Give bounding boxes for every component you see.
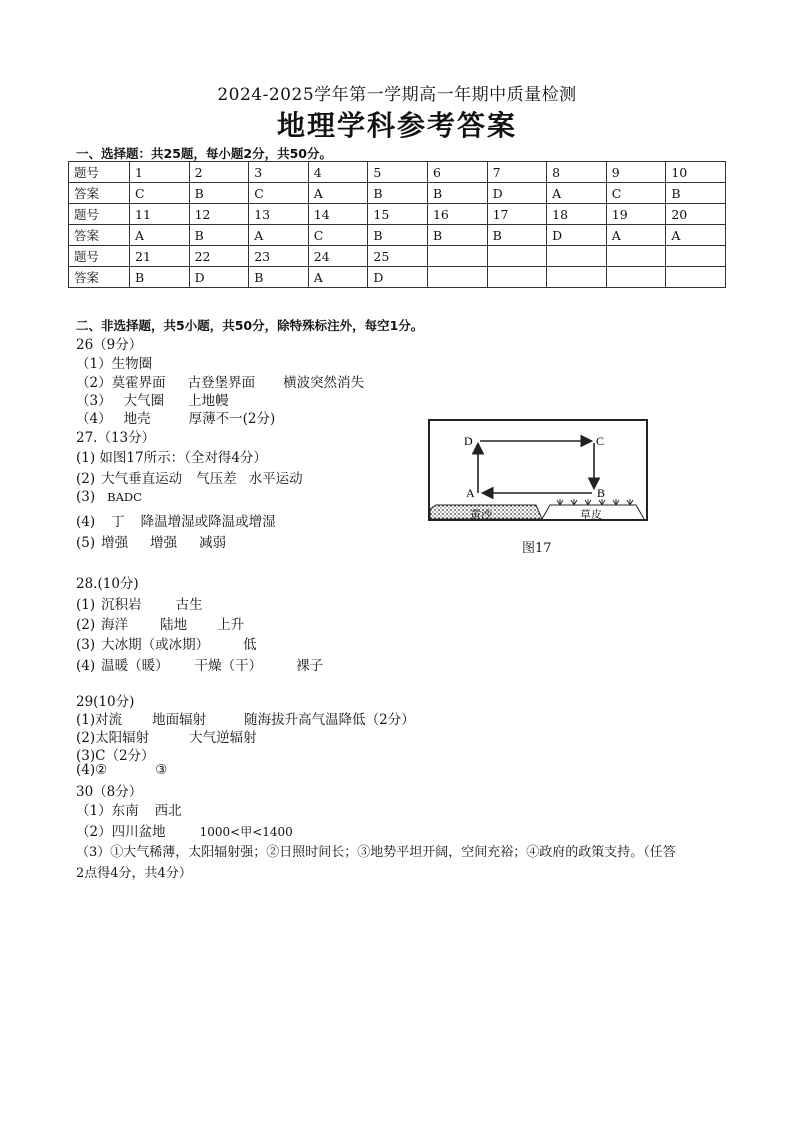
answer-cell <box>487 246 547 267</box>
q26-2-a: 莫霍界面 <box>111 375 166 391</box>
q27-3-num: (3) <box>76 489 96 505</box>
q30-2-num: （2） <box>76 824 112 840</box>
q30-1-num: （1） <box>76 803 112 819</box>
grass-tufts <box>557 499 633 505</box>
q27-4-num: (4) <box>76 514 96 530</box>
answer-cell <box>547 267 607 288</box>
q28-4-b: 干燥（干） <box>194 658 263 674</box>
q26-2-num: （2） <box>76 375 112 391</box>
q26-4-a: 地壳 <box>123 411 151 427</box>
q27-line-1: (1) 如图17所示：（全对得4分） <box>76 450 267 466</box>
answer-cell: 5 <box>368 162 428 183</box>
q28-1-a: 沉积岩 <box>101 597 142 613</box>
answer-cell: 2 <box>189 162 249 183</box>
answer-cell <box>547 246 607 267</box>
q28-line-2 <box>76 613 244 633</box>
point-a-label: A <box>466 486 475 500</box>
figure-17 <box>428 419 648 521</box>
answer-cell: D <box>368 267 428 288</box>
q26-title: 26（9分） <box>76 337 143 353</box>
answer-cell: 20 <box>666 204 726 225</box>
q29-2-b: 大气逆辐射 <box>189 730 257 746</box>
answer-table-row <box>69 246 726 267</box>
answer-cell: A <box>308 183 368 204</box>
answer-cell <box>666 267 726 288</box>
q30-2-a: 四川盆地 <box>111 824 166 840</box>
q27-3-a: BADC <box>107 490 142 504</box>
answer-cell: D <box>189 267 249 288</box>
q30-line-3-cont: 2点得4分，共4分） <box>76 866 192 881</box>
q30-2-b: 1000<甲<1400 <box>199 825 293 839</box>
answer-cell <box>606 246 666 267</box>
answer-cell: 23 <box>249 246 309 267</box>
answer-cell <box>427 246 487 267</box>
answer-table-row <box>69 162 726 183</box>
answer-cell: B <box>189 183 249 204</box>
answer-table-row <box>69 183 726 204</box>
q29-1-a: 对流 <box>95 712 123 728</box>
q28-2-c: 上升 <box>217 617 245 633</box>
answer-cell: B <box>368 225 428 246</box>
q26-4-b: 厚薄不一(2分) <box>188 411 276 427</box>
answer-cell: A <box>547 183 607 204</box>
q27-line-2 <box>76 467 303 487</box>
q28-line-4 <box>76 654 323 674</box>
answer-cell <box>487 267 547 288</box>
grass-label: 草皮 <box>580 509 602 519</box>
q28-3-num: (3) <box>76 637 96 653</box>
q28-line-3 <box>76 633 257 653</box>
q29-1-b: 地面辐射 <box>152 712 207 728</box>
q26-4-num: （4） <box>76 411 112 427</box>
answer-table <box>68 161 726 288</box>
answer-cell: B <box>427 183 487 204</box>
q28-2-a: 海洋 <box>101 617 129 633</box>
answer-cell: C <box>606 183 666 204</box>
q29-line-4 <box>76 762 167 778</box>
answer-cell <box>666 246 726 267</box>
answer-cell: 6 <box>427 162 487 183</box>
q30-line-3: （3）①大气稀薄，太阳辐射强；②日照时间长；③地势平坦开阔，空间充裕；④政府的政策支持。（任答 <box>76 845 676 860</box>
q26-3-a: 大气圈 <box>123 393 165 409</box>
answer-table-row <box>69 267 726 288</box>
answer-table-row <box>69 225 726 246</box>
answer-cell: A <box>308 267 368 288</box>
q30-line-2 <box>76 820 293 840</box>
answer-table-row <box>69 204 726 225</box>
q30-1-b: 西北 <box>154 803 182 819</box>
q26-line-2 <box>76 371 364 391</box>
answer-cell: C <box>249 183 309 204</box>
point-b-label: B <box>597 486 606 500</box>
answer-cell: D <box>547 225 607 246</box>
row-label: 题号 <box>69 204 130 225</box>
q29-2-num: (2) <box>76 730 96 746</box>
q29-title: 29(10分) <box>76 694 135 710</box>
answer-cell: A <box>606 225 666 246</box>
answer-cell: B <box>666 183 726 204</box>
q28-2-b: 陆地 <box>160 617 188 633</box>
q29-3-num: (3) <box>76 748 96 764</box>
q28-3-a: 大冰期（或冰期） <box>101 637 210 653</box>
q26-3-num: （3） <box>76 393 112 409</box>
q28-1-num: (1) <box>76 597 96 613</box>
answer-cell: 4 <box>308 162 368 183</box>
q27-5-num: (5) <box>76 535 96 551</box>
q27-line-4 <box>76 510 276 530</box>
q27-2-b: 气压差 <box>196 471 237 487</box>
answer-cell: 8 <box>547 162 607 183</box>
answer-cell: B <box>487 225 547 246</box>
part1-heading: 一、选择题：共25题，每小题2分，共50分。 <box>76 146 332 161</box>
q28-line-1 <box>76 593 203 613</box>
answer-cell: 9 <box>606 162 666 183</box>
answer-cell: 1 <box>130 162 190 183</box>
answer-cell: 12 <box>189 204 249 225</box>
answer-cell: 11 <box>130 204 190 225</box>
q27-2-c: 水平运动 <box>248 471 303 487</box>
q29-2-a: 太阳辐射 <box>95 730 150 746</box>
row-label: 答案 <box>69 267 130 288</box>
q30-1-a: 东南 <box>111 803 139 819</box>
answer-cell: C <box>130 183 190 204</box>
q26-1-a: 生物圈 <box>111 356 153 372</box>
answer-cell: 15 <box>368 204 428 225</box>
answer-cell: A <box>666 225 726 246</box>
answer-cell: C <box>308 225 368 246</box>
answer-cell: 10 <box>666 162 726 183</box>
q27-4-a: 丁 <box>111 514 125 530</box>
q27-2-a: 大气垂直运动 <box>101 471 183 487</box>
point-d-label: D <box>464 434 473 448</box>
q26-2-c: 横波突然消失 <box>283 375 365 391</box>
answer-cell: 7 <box>487 162 547 183</box>
answer-cell: 16 <box>427 204 487 225</box>
q27-line-3 <box>76 489 142 505</box>
answer-cell: A <box>249 225 309 246</box>
part2-heading: 二、非选择题，共5小题，共50分，除特殊标注外，每空1分。 <box>76 318 424 333</box>
q28-4-a: 温暖（暖） <box>101 658 169 674</box>
q26-1-num: （1） <box>76 356 112 372</box>
answer-cell: 21 <box>130 246 190 267</box>
q27-2-num: (2) <box>76 471 96 487</box>
answer-cell: 14 <box>308 204 368 225</box>
row-label: 题号 <box>69 162 130 183</box>
q27-4-b: 降温增湿或降温或增湿 <box>140 514 276 530</box>
q29-line-1 <box>76 708 415 728</box>
q28-2-num: (2) <box>76 617 96 633</box>
row-label: 答案 <box>69 183 130 204</box>
answer-cell: 13 <box>249 204 309 225</box>
q27-5-a: 增强 <box>101 535 129 551</box>
answer-cell: 24 <box>308 246 368 267</box>
answer-cell: 18 <box>547 204 607 225</box>
q26-line-3 <box>76 389 229 409</box>
answer-cell: D <box>487 183 547 204</box>
q28-4-c: 裸子 <box>296 658 324 674</box>
exam-subtitle: 2024-2025学年第一学期高一年期中质量检测 <box>217 85 577 105</box>
q29-1-c: 随海拔升高气温降低（2分） <box>244 712 415 728</box>
q29-3-a: C（2分） <box>95 748 155 764</box>
sand-label: 黄沙 <box>470 509 492 519</box>
answer-cell <box>427 267 487 288</box>
point-c-label: C <box>596 434 605 448</box>
answer-cell: 3 <box>249 162 309 183</box>
q27-5-b: 增强 <box>150 535 178 551</box>
q29-4-num: (4) <box>76 762 96 778</box>
answer-cell: B <box>368 183 428 204</box>
figure-17-diagram <box>430 421 646 519</box>
q29-line-3 <box>76 744 155 764</box>
answer-cell <box>606 267 666 288</box>
answer-cell: 25 <box>368 246 428 267</box>
answer-cell: B <box>189 225 249 246</box>
q27-line-5 <box>76 531 226 551</box>
row-label: 答案 <box>69 225 130 246</box>
answer-cell: A <box>130 225 190 246</box>
answer-cell: 17 <box>487 204 547 225</box>
row-label: 题号 <box>69 246 130 267</box>
q30-title: 30（8分） <box>76 784 143 800</box>
q27-5-c: 减弱 <box>199 535 227 551</box>
q29-line-2 <box>76 726 257 746</box>
answer-cell: B <box>427 225 487 246</box>
q26-line-1 <box>76 352 152 372</box>
q28-title: 28.(10分) <box>76 576 139 592</box>
q26-line-4 <box>76 407 275 427</box>
q26-2-b: 古登堡界面 <box>187 375 256 391</box>
answer-cell: B <box>130 267 190 288</box>
q28-3-b: 低 <box>243 637 257 653</box>
q29-4-a: ② <box>95 762 108 778</box>
answer-cell: 22 <box>189 246 249 267</box>
q29-4-b: ③ <box>155 762 168 778</box>
answer-cell: B <box>249 267 309 288</box>
q30-line-1 <box>76 799 182 819</box>
q26-3-b: 上地幔 <box>188 393 229 409</box>
q28-1-b: 古生 <box>175 597 203 613</box>
page-title: 地理学科参考答案 <box>276 109 517 142</box>
answer-cell: 19 <box>606 204 666 225</box>
q27-title: 27.（13分） <box>76 430 156 446</box>
figure-17-caption: 图17 <box>522 541 552 556</box>
q28-4-num: (4) <box>76 658 96 674</box>
q29-1-num: (1) <box>76 712 96 728</box>
